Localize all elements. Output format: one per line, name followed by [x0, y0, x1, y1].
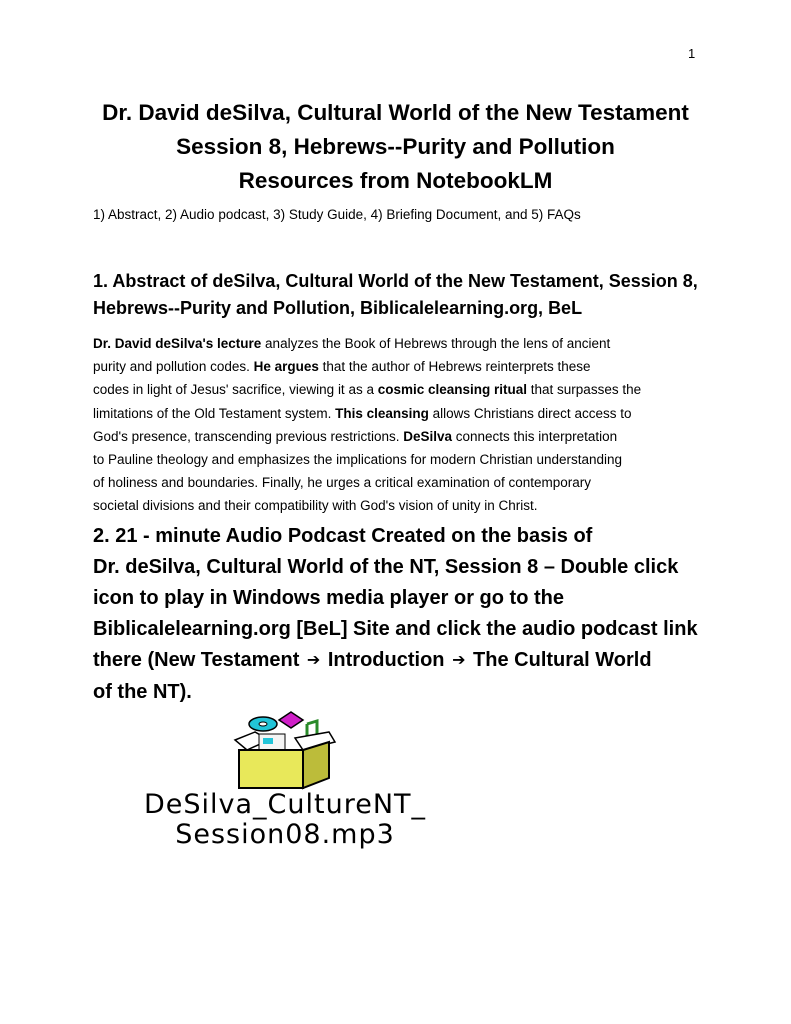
abstract-line: societal divisions and their compatibility with God's vision of unity in Christ. [93, 498, 538, 514]
arrow-right-icon: ➔ [452, 652, 466, 669]
abstract-line: to Pauline theology and emphasizes the implications for modern Christian understanding [93, 452, 623, 468]
abstract-bold: He argues [253, 359, 319, 375]
audio-file-label[interactable] [90, 790, 480, 850]
section-1-heading [93, 268, 713, 322]
section-2-line: icon to play in Windows media player or go to the [93, 587, 564, 609]
abstract-line: of holiness and boundaries. Finally, he urges a critical examination of contemporary [93, 475, 592, 491]
abstract-text: purity and pollution codes. [93, 359, 254, 375]
audio-file-label-line-2: Session08.mp3 [175, 819, 395, 850]
section-2-line [93, 645, 713, 677]
section-2-text: The Cultural World [467, 649, 652, 671]
abstract-line [93, 332, 713, 355]
section-2-line: 2. 21 - minute Audio Podcast Created on the basis of [93, 525, 593, 547]
abstract-bold: cosmic cleansing ritual [377, 382, 528, 398]
abstract-text: codes in light of Jesus' sacrifice, viewing it as a [93, 382, 378, 398]
package-icon[interactable] [225, 710, 365, 790]
resources-list: 1) Abstract, 2) Audio podcast, 3) Study Guide, 4) Briefing Document, and 5) FAQs [93, 207, 581, 222]
abstract-line [93, 355, 713, 378]
section-2-line: of the NT). [93, 681, 192, 703]
section-1-heading-line-1: 1. Abstract of deSilva, Cultural World of the New Testament, Session 8, [93, 271, 698, 291]
abstract-text: analyzes the Book of Hebrews through the lens of ancient [261, 336, 611, 351]
title-line-3: Resources from NotebookLM [238, 168, 553, 193]
abstract-bold: Dr. David deSilva's lecture [93, 336, 262, 351]
section-1-heading-line-2: Hebrews--Purity and Pollution, Biblicalelearning.org, BeL [93, 298, 583, 318]
title-line-1: Dr. David deSilva, Cultural World of the New Testament [102, 100, 689, 125]
section-2-line: Biblicalelearning.org [BeL] Site and click the audio podcast link [93, 618, 698, 640]
section-2-heading [93, 521, 713, 708]
abstract-text: that surpasses the [527, 382, 642, 398]
title-line-2: Session 8, Hebrews--Purity and Pollution [176, 134, 615, 159]
abstract-text: allows Christians direct access to [428, 405, 632, 421]
abstract-text: that the author of Hebrews reinterprets these [318, 359, 591, 375]
abstract-text: God's presence, transcending previous restrictions. [93, 428, 404, 444]
section-2-line: Dr. deSilva, Cultural World of the NT, Session 8 – Double click [93, 556, 679, 578]
abstract-bold: DeSilva [403, 428, 453, 444]
document-title [0, 96, 791, 198]
abstract-line [93, 378, 713, 401]
arrow-right-icon: ➔ [306, 652, 321, 669]
abstract-bold: This cleansing [335, 405, 429, 421]
abstract-line [93, 425, 713, 448]
abstract-paragraph [93, 332, 713, 518]
abstract-text: limitations of the Old Testament system. [93, 405, 336, 421]
abstract-line [93, 402, 713, 425]
audio-file-label-line-1: DeSilva_CultureNT_ [143, 789, 427, 820]
section-2-text: there (New Testament [93, 649, 305, 671]
section-2-text: Introduction [322, 649, 451, 671]
page-number: 1 [688, 46, 696, 61]
abstract-text: connects this interpretation [452, 428, 618, 444]
